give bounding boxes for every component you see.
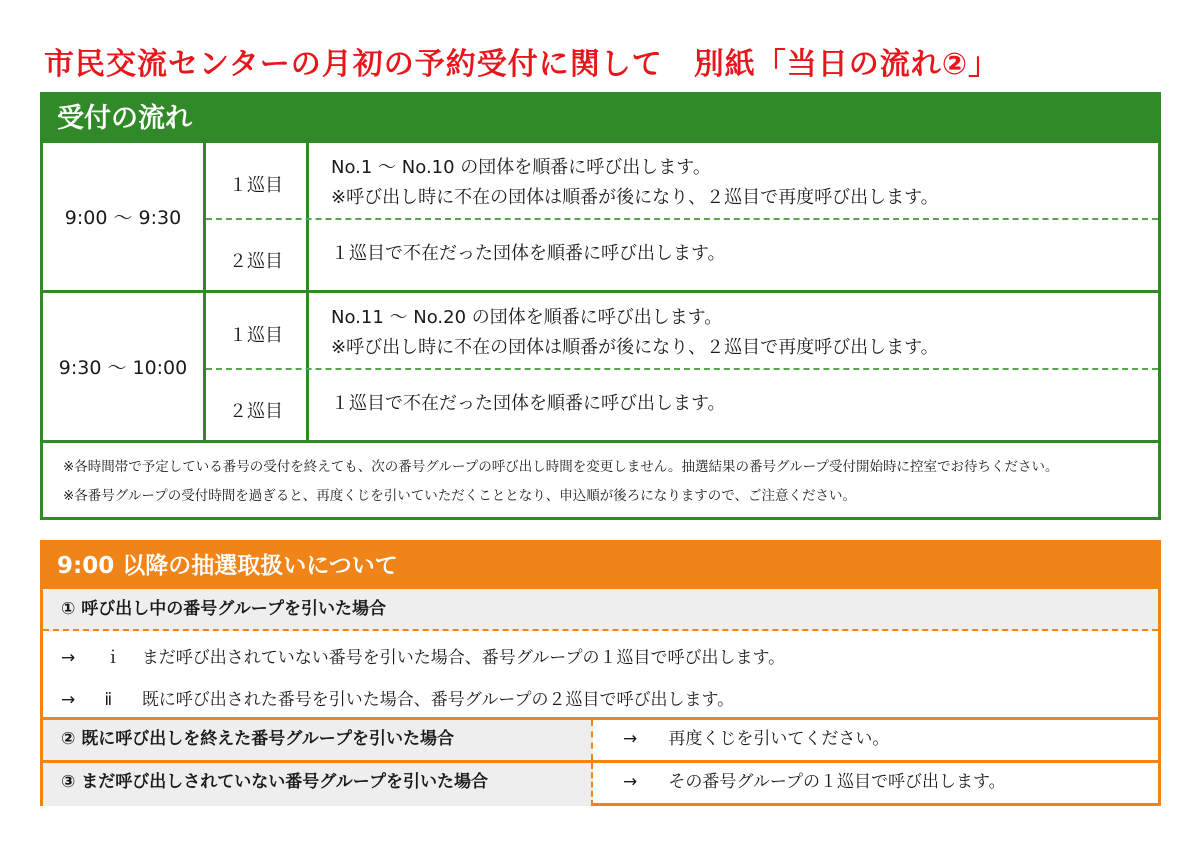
arrow-icon: → [623, 772, 638, 792]
round-column [206, 293, 309, 440]
time-slot-label: 9:00 ～ 9:30 [43, 143, 206, 290]
lottery-header: 9:00 以降の抽選取扱いについて [43, 543, 1158, 589]
item-text: 既に呼び出された番号を引いた場合、番号グループの２巡目で呼び出します。 [141, 690, 735, 710]
round-label: １巡目 [229, 175, 283, 196]
arrow-icon: → [623, 729, 638, 749]
round-label: ２巡目 [229, 251, 283, 272]
round-description [331, 153, 939, 213]
page-title: 市民交流センターの月初の予約受付に関して 別紙「当日の流れ②」 [44, 47, 1000, 82]
time-slot [43, 293, 1158, 443]
result-text: その番号グループの１巡目で呼び出します。 [668, 772, 1006, 792]
arrow-icon: → [61, 648, 76, 668]
round-description [331, 239, 726, 269]
note-line: ※各時間帯で予定している番号の受付を終えても、次の番号グループの呼び出し時間を変更しません。抽選結果の番号グループ受付開始時に控室でお待ちください。 [63, 459, 1059, 475]
case2-result [623, 720, 889, 758]
description-line: ※呼び出し時に不在の団体は順番が後になり、２巡目で再度呼び出します。 [331, 337, 939, 358]
round-label: １巡目 [229, 325, 283, 346]
round-description [331, 303, 939, 363]
description-line: １巡目で不在だった団体を順番に呼び出します。 [331, 393, 726, 414]
case2-row [43, 717, 1158, 760]
case3-label: ③ まだ呼び出しされていない番号グループを引いた場合 [43, 763, 593, 806]
reception-flow-header: 受付の流れ [43, 95, 1158, 143]
item-number: ｉ [104, 648, 122, 668]
round-column [206, 143, 309, 290]
case2-label: ② 既に呼び出しを終えた番号グループを引いた場合 [43, 720, 593, 760]
case1-item [61, 685, 734, 710]
reception-flow-section [40, 92, 1161, 520]
case3-row [43, 760, 1158, 806]
description-line: ※呼び出し時に不在の団体は順番が後になり、２巡目で再度呼び出します。 [331, 187, 939, 208]
case1-item [61, 643, 785, 668]
arrow-icon: → [61, 690, 76, 710]
item-number: ⅱ [104, 690, 113, 710]
description-line: １巡目で不在だった団体を順番に呼び出します。 [331, 243, 726, 264]
result-text: 再度くじを引いてください。 [668, 729, 890, 749]
lottery-section [40, 540, 1161, 806]
note-line: ※各番号グループの受付時間を過ぎると、再度くじを引いていただくこととなり、申込順が後ろになりますので、ご注意ください。 [63, 488, 856, 504]
description-line: No.11 ～ No.20 の団体を順番に呼び出します。 [331, 307, 723, 328]
case1-label: ① 呼び出し中の番号グループを引いた場合 [43, 589, 1158, 631]
round-divider [206, 218, 1158, 220]
round-description [331, 389, 726, 419]
item-text: まだ呼び出されていない番号を引いた場合、番号グループの１巡目で呼び出します。 [141, 648, 786, 668]
round-label: ２巡目 [229, 401, 283, 422]
time-slot-label: 9:30 ～ 10:00 [43, 293, 206, 440]
round-divider [206, 368, 1158, 370]
description-line: No.1 ～ No.10 の団体を順番に呼び出します。 [331, 157, 711, 178]
case3-result [623, 763, 1006, 801]
time-slot [43, 143, 1158, 293]
reception-notes [63, 453, 1058, 511]
